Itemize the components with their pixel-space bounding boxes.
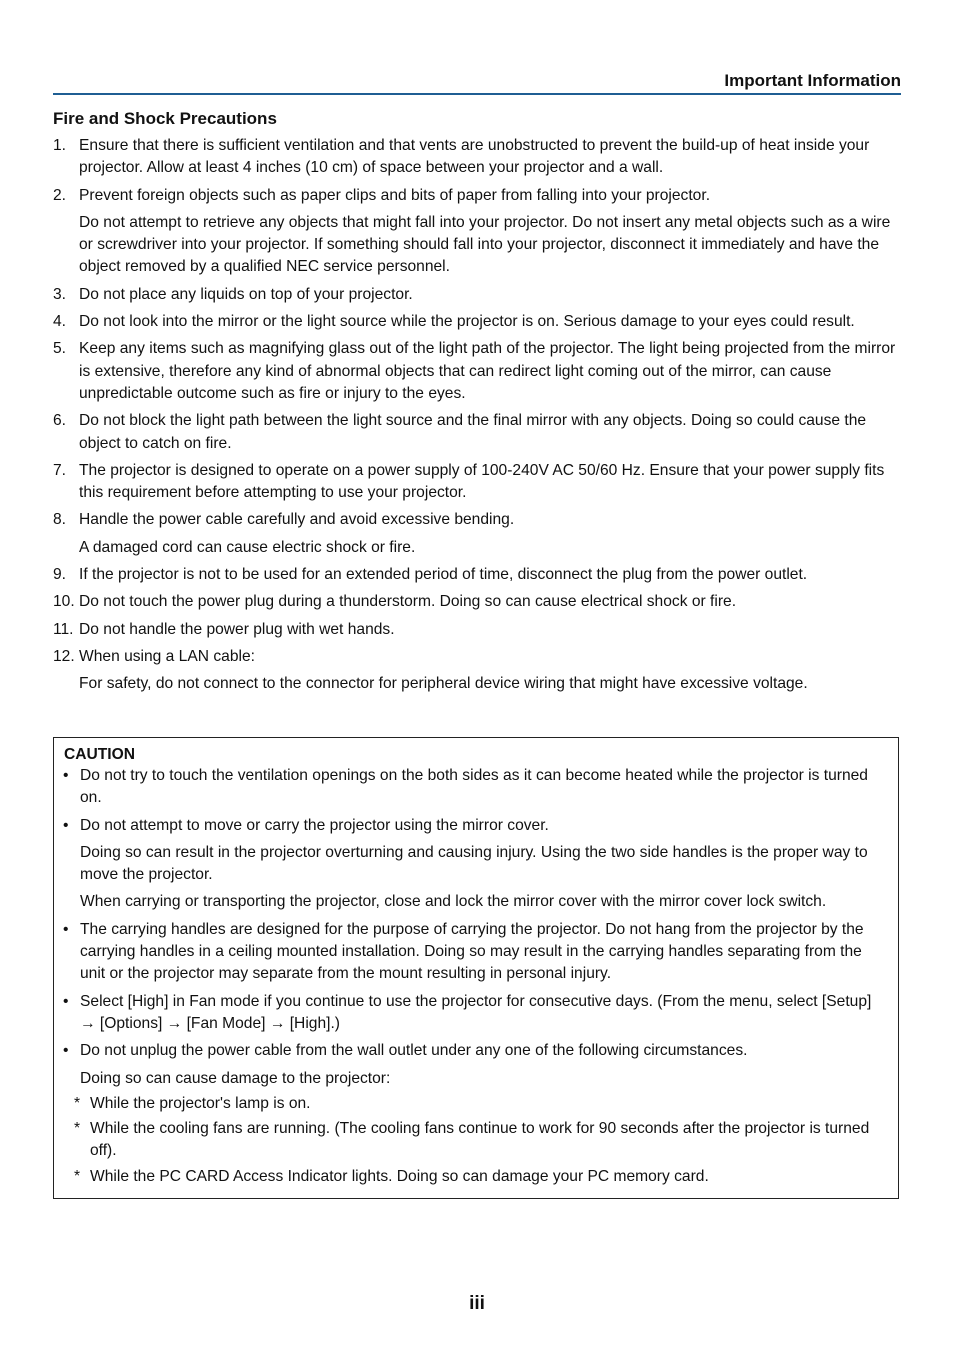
list-item-number: 3. [53, 285, 67, 303]
bullet-icon: • [63, 920, 69, 938]
list-item-text: Do not look into the mirror or the light source while the projector is on. Serious damage to your eyes could result. [79, 313, 855, 331]
caution-sub-item-text: While the cooling fans are running. (The cooling fans continue to work for 90 seconds after the projector is turned off). [90, 1120, 870, 1160]
caution-item [63, 815, 889, 914]
asterisk-icon: * [74, 1120, 81, 1138]
list-item-number: 2. [53, 186, 67, 204]
list-item-text: A damaged cord can cause electric shock or fire. [79, 538, 416, 556]
caution-item-text: When carrying or transporting the projector, close and lock the mirror cover with the mirror cover lock switch. [80, 893, 827, 911]
list-item [53, 460, 901, 505]
list-item-number: 12. [53, 647, 75, 665]
caution-item-text: Select [High] in Fan mode if you continue to use the projector for consecutive days. (From the menu, select [Setup] → [Options] → [Fan Mode] → [High].) [80, 992, 872, 1032]
caution-sub-list [74, 1093, 889, 1188]
asterisk-icon: * [74, 1094, 81, 1112]
list-item-text: Do not block the light path between the light source and the final mirror with any objects. Doing so could cause the object to catch on fire. [79, 412, 867, 452]
list-item [53, 338, 901, 405]
list-item-text: Do not handle the power plug with wet hands. [79, 620, 395, 638]
list-item [53, 619, 901, 641]
header-divider [53, 93, 901, 95]
caution-sub-item [74, 1166, 884, 1188]
asterisk-icon: * [74, 1167, 81, 1185]
list-item-text: Prevent foreign objects such as paper clips and bits of paper from falling into your projector. [79, 186, 711, 204]
list-item-text: For safety, do not connect to the connector for peripheral device wiring that might have excessive voltage. [79, 675, 808, 693]
caution-item-text: Do not unplug the power cable from the wall outlet under any one of the following circumstances. [80, 1042, 748, 1060]
list-item-number: 4. [53, 313, 67, 331]
bullet-icon: • [63, 1042, 69, 1060]
list-item [53, 185, 901, 279]
list-item [53, 135, 901, 180]
list-item [53, 646, 901, 696]
list-item-text: Keep any items such as magnifying glass out of the light path of the projector. The light being projected from the mirror is extensive, therefore any kind of abnormal objects that can redirect light coming out of the mirror, can cause unpredictable outcome such as fire or injury to the eyes. [79, 340, 896, 402]
list-item [53, 591, 901, 613]
list-item [53, 284, 901, 306]
caution-item [63, 919, 889, 986]
list-item-number: 5. [53, 340, 67, 358]
list-item-text: If the projector is not to be used for an extended period of time, disconnect the plug from the power outlet. [79, 566, 808, 584]
caution-sub-item [74, 1118, 884, 1163]
caution-item-text: Do not try to touch the ventilation openings on the both sides as it can become heated while the projector is turned on. [80, 767, 868, 807]
caution-title: CAUTION [64, 746, 136, 763]
list-item [53, 509, 901, 559]
list-item-text: Ensure that there is sufficient ventilation and that vents are unobstructed to prevent the build-up of heat inside your projector. Allow at least 4 inches (10 cm) of space between your projector and a wall. [79, 137, 870, 177]
list-item-text: Do not place any liquids on top of your projector. [79, 285, 413, 303]
list-item-text: Do not touch the power plug during a thunderstorm. Doing so can cause electrical shock or fire. [79, 593, 737, 611]
caution-item [63, 765, 889, 810]
bullet-icon: • [63, 767, 69, 784]
list-item-text: Handle the power cable carefully and avoid excessive bending. [79, 511, 515, 529]
list-item-text: The projector is designed to operate on a power supply of 100-240V AC 50/60 Hz. Ensure that your power supply fits this requirement before attempting to use your projector. [79, 461, 885, 502]
list-item-text: Do not attempt to retrieve any objects that might fall into your projector. Do not insert any metal objects such as a wire or screwdriver into your projector. If something should fall into your projector, disconnect it immediately and have the object removed by a qualified NEC service personnel. [79, 213, 891, 276]
list-item [53, 410, 901, 455]
caution-item-text: Doing so can cause damage to the projector: [80, 1069, 391, 1087]
page-header-title: Important Information [724, 71, 901, 90]
precautions-list [53, 135, 901, 701]
list-item-number: 1. [53, 137, 67, 154]
list-item-number: 11. [53, 620, 74, 638]
list-item-number: 8. [53, 511, 67, 529]
caution-bullet-list [63, 765, 889, 1193]
caution-sub-item-text: While the projector's lamp is on. [90, 1094, 311, 1112]
list-item-number: 9. [53, 566, 67, 584]
bullet-icon: • [63, 816, 69, 834]
list-item-number: 7. [53, 461, 67, 479]
list-item-number: 6. [53, 412, 67, 430]
caution-sub-item [74, 1093, 884, 1115]
caution-box [53, 737, 899, 1199]
caution-item-text: Doing so can result in the projector overturning and causing injury. Using the two side handles is the proper way to move the projector. [80, 843, 868, 884]
list-item-text: When using a LAN cable: [79, 647, 255, 665]
list-item [53, 311, 901, 333]
section-title: Fire and Shock Precautions [53, 109, 277, 128]
list-item-number: 10. [53, 593, 75, 611]
bullet-icon: • [63, 992, 69, 1010]
caution-item-text: The carrying handles are designed for the purpose of carrying the projector. Do not hang from the projector by the carrying handles in a ceiling mounted installation. Doing so may result in the carrying handles separating from the unit or the projector may separate from the mount resulting in personal injury. [80, 920, 864, 983]
caution-item-text: Do not attempt to move or carry the projector using the mirror cover. [80, 816, 549, 834]
caution-item [63, 1040, 889, 1188]
caution-item [63, 991, 889, 1036]
list-item [53, 564, 901, 586]
caution-sub-item-text: While the PC CARD Access Indicator lights. Doing so can damage your PC memory card. [90, 1167, 709, 1185]
page-number: iii [469, 1293, 485, 1314]
